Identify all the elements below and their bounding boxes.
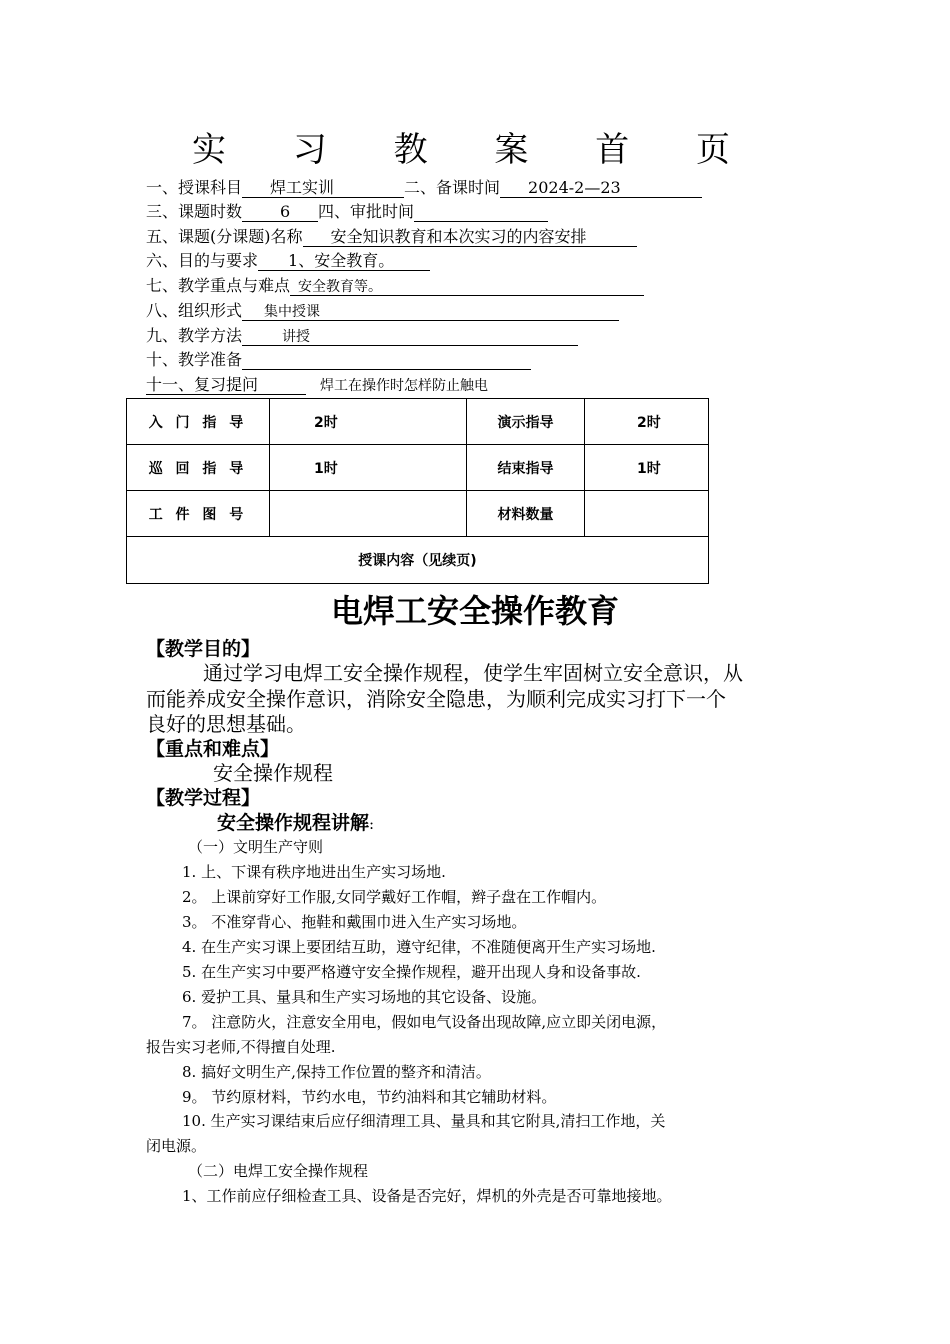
form-line-org — [146, 300, 619, 322]
key-field — [290, 275, 644, 296]
prep-time-field — [500, 177, 702, 198]
list-item: 1、工作前应仔细检查工具、设备是否完好，焊机的外壳是否可靠地接地。 — [182, 1187, 672, 1205]
review-value: 焊工在操作时怎样防止触电 — [320, 378, 489, 394]
section-heading-2: （二）电焊工安全操作规程 — [188, 1162, 369, 1180]
table-cell: 材料数量 — [467, 491, 585, 537]
prep-field — [242, 349, 531, 370]
lesson-hours-table — [126, 398, 709, 584]
approval-field — [414, 201, 548, 222]
org-value: 集中授课 — [264, 304, 321, 320]
list-item: 9。 节约原材料，节约水电，节约油料和其它辅助材料。 — [182, 1088, 557, 1106]
subject-value-field — [242, 177, 404, 198]
sub-heading-text: 安全操作规程讲解 — [217, 812, 370, 834]
goal-text-line: 通过学习电焊工安全操作规程，使学生牢固树立安全意识，从 — [203, 661, 743, 685]
topic-label: 五、课题(分课题)名称 — [146, 227, 303, 246]
form-line-hours — [146, 201, 548, 223]
form-line-topic — [146, 226, 637, 248]
list-item: 1. 上、下课有秩序地进出生产实习场地. — [182, 863, 446, 881]
form-line-review — [146, 374, 488, 397]
method-field — [242, 325, 578, 346]
table-cell: 2时 — [270, 399, 467, 445]
prep-label: 十、教学准备 — [146, 350, 243, 369]
list-item: 10. 生产实习课结束后应仔细清理工具、量具和其它附具,清扫工作地，关 — [182, 1112, 666, 1130]
form-line-goal — [146, 250, 430, 272]
page-title: 实 习 教 案 首 页 — [191, 130, 759, 170]
list-item: 7。 注意防火，注意安全用电，假如电气设备出现故障,应立即关闭电源， — [182, 1013, 667, 1031]
goal-text-line: 而能养成安全操作意识，消除安全隐患，为顺利完成实习打下一个 — [146, 687, 726, 711]
list-item-continued: 闭电源。 — [146, 1137, 207, 1155]
goal-text-line: 良好的思想基础。 — [146, 712, 306, 736]
prep-time-label: 二、备课时间 — [404, 178, 501, 197]
key-value: 安全教育等。 — [298, 279, 383, 295]
list-item: 4. 在生产实习课上要团结互助，遵守纪律，不准随便离开生产实习场地. — [182, 938, 656, 956]
form-line-key — [146, 275, 644, 297]
goal-field — [258, 250, 430, 271]
form-line-prep — [146, 349, 531, 371]
goal-value: 1、安全教育。 — [288, 251, 395, 270]
key-heading: 【重点和难点】 — [146, 738, 280, 760]
form-line-subject — [146, 177, 702, 199]
content-title: 电焊工安全操作教育 — [330, 592, 619, 630]
review-label: 十一、复习提问 — [146, 375, 259, 394]
prep-time-value: 2024-2—23 — [528, 178, 621, 197]
table-cell: 结束指导 — [467, 445, 585, 491]
key-text: 安全操作规程 — [213, 761, 333, 785]
table-cell — [585, 491, 709, 537]
topic-value: 安全知识教育和本次实习的内容安排 — [330, 227, 587, 246]
table-cell: 演示指导 — [467, 399, 585, 445]
goal-heading: 【教学目的】 — [146, 638, 261, 660]
org-field — [242, 300, 619, 321]
sub-heading-colon: : — [369, 815, 375, 833]
method-value: 讲授 — [282, 329, 311, 345]
table-row — [127, 399, 709, 445]
hours-label: 三、课题时数 — [146, 202, 243, 221]
list-item: 8. 搞好文明生产,保持工作位置的整齐和清洁。 — [182, 1063, 491, 1081]
list-item: 2。 上课前穿好工作服,女同学戴好工作帽，辫子盘在工作帽内。 — [182, 888, 607, 906]
list-item: 5. 在生产实习中要严格遵守安全操作规程，避开出现人身和设备事故. — [182, 963, 641, 981]
table-cell: 工 件 图 号 — [127, 491, 270, 537]
method-label: 九、教学方法 — [146, 326, 243, 345]
sub-heading — [217, 811, 374, 836]
form-line-method — [146, 325, 578, 347]
goal-label: 六、目的与要求 — [146, 251, 259, 270]
table-cell: 巡 回 指 导 — [127, 445, 270, 491]
table-row — [127, 537, 709, 584]
table-cell: 1时 — [585, 445, 709, 491]
subject-value: 焊工实训 — [270, 178, 335, 197]
table-row — [127, 445, 709, 491]
list-item-continued: 报告实习老师,不得擅自处理. — [146, 1038, 336, 1056]
table-cell — [270, 491, 467, 537]
topic-field — [303, 226, 637, 247]
review-field-gap — [258, 374, 306, 395]
section-heading-1: （一）文明生产守则 — [188, 838, 324, 856]
table-row — [127, 491, 709, 537]
approval-label: 四、审批时间 — [318, 202, 415, 221]
list-item: 3。 不准穿背心、拖鞋和戴围巾进入生产实习场地。 — [182, 913, 527, 931]
table-footer-cell: 授课内容（见续页) — [127, 537, 709, 584]
table-cell: 2时 — [585, 399, 709, 445]
key-label: 七、教学重点与难点 — [146, 276, 291, 295]
org-label: 八、组织形式 — [146, 301, 243, 320]
subject-label: 一、授课科目 — [146, 178, 243, 197]
hours-value: 6 — [280, 202, 291, 221]
hours-field — [242, 201, 318, 222]
process-heading: 【教学过程】 — [146, 787, 261, 809]
table-cell: 入 门 指 导 — [127, 399, 270, 445]
table-cell: 1时 — [270, 445, 467, 491]
list-item: 6. 爱护工具、量具和生产实习场地的其它设备、设施。 — [182, 988, 547, 1006]
